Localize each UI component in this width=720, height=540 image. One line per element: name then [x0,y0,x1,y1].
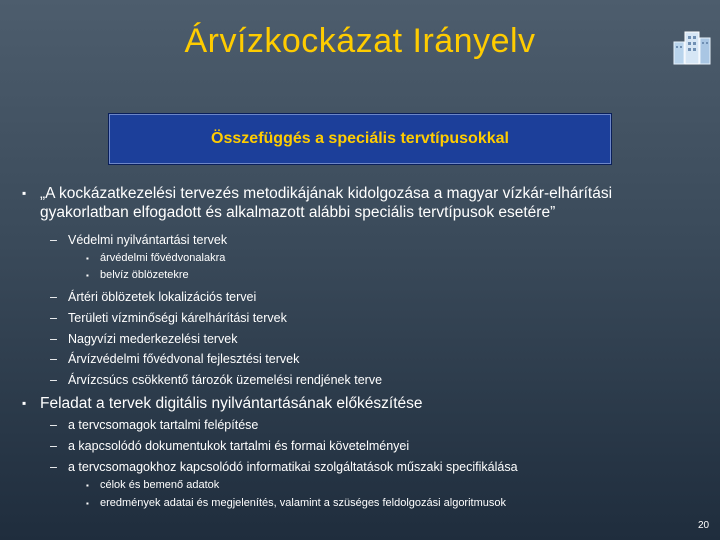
sub-sub-item-text: célok és bemenő adatok [100,479,220,491]
sub-sub-item [86,252,226,265]
square-bullet-icon: ▪ [22,396,27,410]
square-bullet-icon: ▪ [22,186,27,200]
sub-item-text: Árvízcsúcs csökkentő tározók üzemelési rendjének terve [68,373,383,387]
sub-sub-item-text: árvédelmi fővédvonalakra [100,252,226,264]
sub-item-text: a tervcsomagokhoz kapcsolódó informatikai szolgáltatások műszaki specifikálása [68,460,518,474]
sub-sub-item [86,479,220,492]
square-bullet-icon: ▪ [86,499,89,508]
sub-item: – a tervcsomagok tartalmi felépítése [50,418,259,432]
sub-item-text: Árvízvédelmi fővédvonal fejlesztési tervek [68,352,300,366]
sub-sub-item-text: belvíz öblözetekre [100,269,189,281]
sub-item: – Ártéri öblözetek lokalizációs tervei [50,290,257,304]
sub-item-text: a tervcsomagok tartalmi felépítése [68,418,259,432]
slide-title: Árvízkockázat Irányelv [184,22,536,60]
subtitle-text: Összefüggés a speciális tervtípusokkal [211,130,509,147]
sub-item: – a kapcsolódó dokumentukok tartalmi és formai követelményei [50,439,410,453]
sub-item: – Nagyvízi mederkezelési tervek [50,332,238,346]
bullet-text-continuation: gyakorlatban elfogadott és alkalmazott alábbi speciális tervtípusok esetére” [40,204,556,221]
bullet-item [22,184,613,203]
sub-item-text: a kapcsolódó dokumentukok tartalmi és formai követelményei [68,439,410,453]
sub-item-text: Védelmi nyilvántartási tervek [68,233,228,247]
sub-item: – a tervcsomagokhoz kapcsolódó informatikai szolgáltatások műszaki specifikálása [50,460,518,474]
sub-item-text: Nagyvízi mederkezelési tervek [68,332,238,346]
square-bullet-icon: ▪ [86,481,89,490]
bullet-text: „A kockázatkezelési tervezés metodikájának kidolgozása a magyar vízkár-elhárítási [40,185,613,202]
sub-item: – Területi vízminőségi kárelhárítási tervek [50,311,287,325]
sub-item: – Árvízcsúcs csökkentő tározók üzemelési rendjének terve [50,373,383,387]
square-bullet-icon: ▪ [86,271,89,280]
sub-item-text: Ártéri öblözetek lokalizációs tervei [68,290,257,304]
page-number: 20 [698,520,710,531]
bullet-item [22,394,423,413]
sub-sub-item-text: eredmények adatai és megjelenítés, valamint a szüséges feldolgozási algoritmusok [100,497,506,509]
sub-sub-item [86,497,506,510]
sub-sub-item [86,269,189,282]
bullet-text: Feladat a tervek digitális nyilvántartásának előkészítése [40,395,423,412]
sub-item: – Árvízvédelmi fővédvonal fejlesztési tervek [50,352,300,366]
square-bullet-icon: ▪ [86,254,89,263]
sub-item: – Védelmi nyilvántartási tervek [50,233,228,247]
sub-item-text: Területi vízminőségi kárelhárítási tervek [68,311,287,325]
